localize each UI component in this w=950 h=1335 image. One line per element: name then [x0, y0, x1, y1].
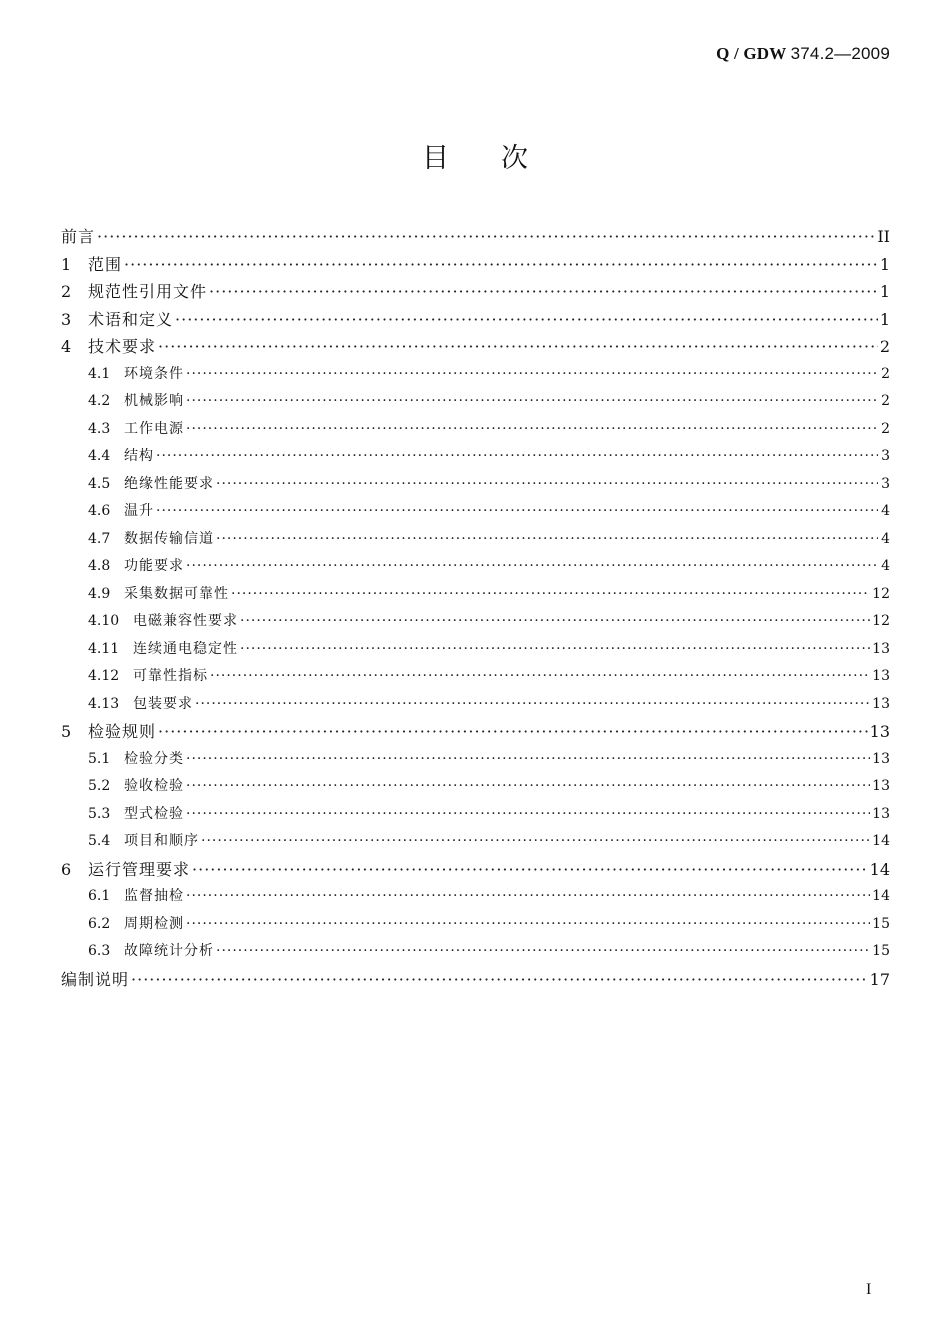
toc-entry-section-number: 5 — [61, 722, 72, 741]
toc-entry[interactable] — [61, 828, 890, 856]
toc-entry-dot-leader — [186, 911, 870, 939]
toc-entry-section-number: 6.2 — [88, 915, 111, 932]
toc-entry-page-number: 17 — [869, 969, 890, 989]
toc-entry-section-number: 4.10 — [88, 613, 120, 629]
toc-entry-dot-leader — [186, 883, 870, 911]
toc-entry-dot-leader — [231, 581, 870, 609]
toc-entry[interactable] — [61, 773, 890, 801]
toc-entry[interactable] — [61, 966, 890, 994]
toc-entry-page-number: 13 — [872, 695, 890, 712]
toc-entry[interactable] — [61, 471, 890, 499]
toc-entry-page-number: 1 — [879, 309, 890, 329]
toc-entry-title: 检验规则 — [88, 722, 157, 741]
toc-entry-page-number: II — [877, 227, 890, 246]
toc-entry-title: 故障统计分析 — [124, 943, 214, 959]
toc-entry-page-number: 15 — [872, 943, 890, 959]
toc-entry-dot-leader — [192, 856, 868, 884]
toc-title-char-1: 目 — [422, 143, 449, 174]
toc-entry-title: 可靠性指标 — [133, 668, 208, 684]
toc-entry-section-number: 4.2 — [88, 393, 111, 409]
toc-entry-title: 环境条件 — [124, 365, 184, 382]
toc-entry-page-number: 15 — [872, 915, 890, 932]
toc-entry-page-number: 14 — [872, 833, 890, 849]
toc-entry-dot-leader — [175, 306, 878, 334]
toc-entry-dot-leader — [124, 251, 878, 279]
toc-entry-dot-leader — [216, 526, 878, 554]
toc-entry-page-number: 13 — [872, 640, 890, 657]
toc-entry-title: 周期检测 — [124, 915, 184, 932]
toc-entry[interactable] — [61, 718, 890, 746]
toc-entry-page-number: 13 — [872, 805, 890, 822]
toc-entry-title: 连续通电稳定性 — [133, 640, 238, 657]
toc-entry-dot-leader — [186, 746, 870, 774]
toc-entry-section-number: 4.7 — [88, 530, 111, 547]
toc-entry-title: 检验分类 — [124, 750, 184, 767]
toc-entry[interactable] — [61, 691, 890, 719]
toc-entry-section-number: 5.3 — [88, 805, 111, 822]
toc-entry-title: 规范性引用文件 — [88, 282, 208, 301]
toc-entry-page-number: 13 — [872, 668, 890, 684]
toc-entry-dot-leader — [240, 636, 870, 664]
toc-entry-title: 术语和定义 — [88, 309, 174, 329]
toc-entry[interactable] — [61, 938, 890, 966]
toc-entry-title: 包装要求 — [133, 695, 193, 712]
toc-entry[interactable] — [61, 416, 890, 444]
toc-entry-title: 温升 — [124, 503, 154, 519]
toc-entry-dot-leader — [201, 828, 870, 856]
toc-entry-section-number: 4.4 — [88, 448, 111, 464]
toc-entry-dot-leader — [156, 443, 878, 471]
toc-entry[interactable] — [61, 746, 890, 774]
toc-entry-dot-leader — [209, 278, 878, 306]
toc-entry-dot-leader — [210, 663, 870, 691]
toc-entry[interactable] — [61, 581, 890, 609]
toc-entry[interactable] — [61, 801, 890, 829]
toc-entry[interactable] — [61, 608, 890, 636]
toc-entry-page-number: 2 — [881, 420, 890, 437]
toc-entry-page-number: 13 — [872, 750, 890, 767]
toc-entry-title: 编制说明 — [61, 969, 130, 989]
toc-entry[interactable] — [61, 278, 890, 306]
toc-entry-section-number: 6.3 — [88, 943, 111, 959]
toc-entry-page-number: 13 — [872, 778, 890, 794]
toc-entry-page-number: 1 — [879, 282, 890, 301]
toc-entry-page-number: 4 — [881, 503, 890, 519]
toc-entry-page-number: 4 — [881, 530, 890, 547]
toc-entry[interactable] — [61, 306, 890, 334]
toc-entry-section-number: 4.11 — [88, 640, 120, 657]
toc-entry[interactable] — [61, 443, 890, 471]
toc-entry-page-number: 14 — [869, 859, 890, 879]
toc-entry-page-number: 2 — [879, 337, 890, 356]
toc-entry[interactable] — [61, 911, 890, 939]
toc-entry-page-number: 2 — [881, 393, 890, 409]
toc-entry-page-number: 2 — [881, 365, 890, 382]
toc-entry[interactable] — [61, 636, 890, 664]
toc-entry-page-number: 3 — [881, 475, 890, 492]
toc-entry-section-number: 4.9 — [88, 585, 111, 602]
toc-entry-dot-leader — [216, 938, 870, 966]
toc-entry-dot-leader — [240, 608, 870, 636]
toc-entry[interactable] — [61, 361, 890, 389]
toc-entry-section-number: 4.3 — [88, 420, 111, 437]
toc-entry-title: 监督抽检 — [124, 888, 184, 904]
toc-entry-section-number: 6.1 — [88, 888, 111, 904]
toc-entry-title: 数据传输信道 — [124, 530, 214, 547]
toc-entry[interactable] — [61, 856, 890, 884]
toc-entry-page-number: 12 — [872, 585, 890, 602]
document-code — [716, 44, 890, 64]
toc-entry-section-number: 5.4 — [88, 833, 111, 849]
toc-entry-page-number: 14 — [872, 888, 890, 904]
toc-entry-dot-leader — [158, 718, 868, 746]
toc-entry-title: 项目和顺序 — [124, 833, 199, 849]
toc-entry-dot-leader — [186, 553, 878, 581]
toc-entry-section-number: 1 — [61, 254, 72, 274]
toc-entry-section-number: 5.1 — [88, 750, 111, 767]
toc-entry-title: 型式检验 — [124, 805, 184, 822]
toc-entry-page-number: 3 — [881, 448, 890, 464]
toc-entry-title: 电磁兼容性要求 — [133, 613, 238, 629]
page-number: I — [866, 1281, 872, 1298]
document-code-number: 374.2—2009 — [790, 44, 890, 63]
toc-entry-section-number: 6 — [61, 859, 72, 879]
toc-entry-title: 机械影响 — [124, 393, 184, 409]
toc-entry-page-number: 4 — [881, 558, 890, 574]
toc-entry-title: 运行管理要求 — [88, 859, 191, 879]
toc-entry-title: 工作电源 — [124, 420, 184, 437]
toc-entry-section-number: 4.8 — [88, 558, 111, 574]
toc-entry-page-number: 13 — [869, 722, 890, 741]
toc-title — [0, 136, 950, 175]
toc-entry-dot-leader — [158, 333, 878, 361]
toc-entry-dot-leader — [186, 416, 878, 444]
toc-entry-dot-leader — [186, 361, 878, 389]
toc-entry[interactable] — [61, 498, 890, 526]
toc-entry-section-number: 4.5 — [88, 475, 111, 492]
toc-entry-title: 技术要求 — [88, 337, 157, 356]
toc-entry-dot-leader — [97, 223, 875, 251]
toc-entry-title: 绝缘性能要求 — [124, 475, 214, 492]
toc-entry-dot-leader — [186, 801, 870, 829]
toc-entry-section-number: 5.2 — [88, 778, 111, 794]
toc-entry[interactable] — [61, 663, 890, 691]
document-code-prefix: Q / GDW — [716, 44, 791, 63]
toc-entry-title: 范围 — [88, 254, 123, 274]
toc-entry-dot-leader — [131, 966, 868, 994]
toc-entry-section-number: 4.6 — [88, 503, 111, 519]
toc-entry-section-number: 4.1 — [88, 365, 111, 382]
toc-entry-dot-leader — [186, 388, 878, 416]
toc-entry-section-number: 4.12 — [88, 668, 120, 684]
toc-entry-dot-leader — [156, 498, 878, 526]
toc-entry-section-number: 4.13 — [88, 695, 120, 712]
toc-entry-section-number: 2 — [61, 282, 72, 301]
toc-entry[interactable] — [61, 883, 890, 911]
toc-entry-page-number: 12 — [872, 613, 890, 629]
table-of-contents — [61, 223, 890, 993]
toc-entry-dot-leader — [216, 471, 878, 499]
toc-entry[interactable] — [61, 251, 890, 279]
toc-entry[interactable] — [61, 526, 890, 554]
toc-entry-title: 验收检验 — [124, 778, 184, 794]
toc-title-char-2: 次 — [501, 143, 528, 174]
toc-entry-title: 功能要求 — [124, 558, 184, 574]
toc-entry-dot-leader — [186, 773, 870, 801]
toc-entry[interactable] — [61, 553, 890, 581]
toc-entry-page-number: 1 — [879, 254, 890, 274]
toc-entry[interactable] — [61, 223, 890, 251]
toc-entry-dot-leader — [195, 691, 870, 719]
toc-entry[interactable] — [61, 388, 890, 416]
toc-entry-section-number: 3 — [61, 309, 72, 329]
toc-entry-title: 结构 — [124, 448, 154, 464]
toc-entry-title: 前言 — [61, 227, 96, 246]
toc-entry-title: 采集数据可靠性 — [124, 585, 229, 602]
toc-entry-section-number: 4 — [61, 337, 72, 356]
toc-entry[interactable] — [61, 333, 890, 361]
